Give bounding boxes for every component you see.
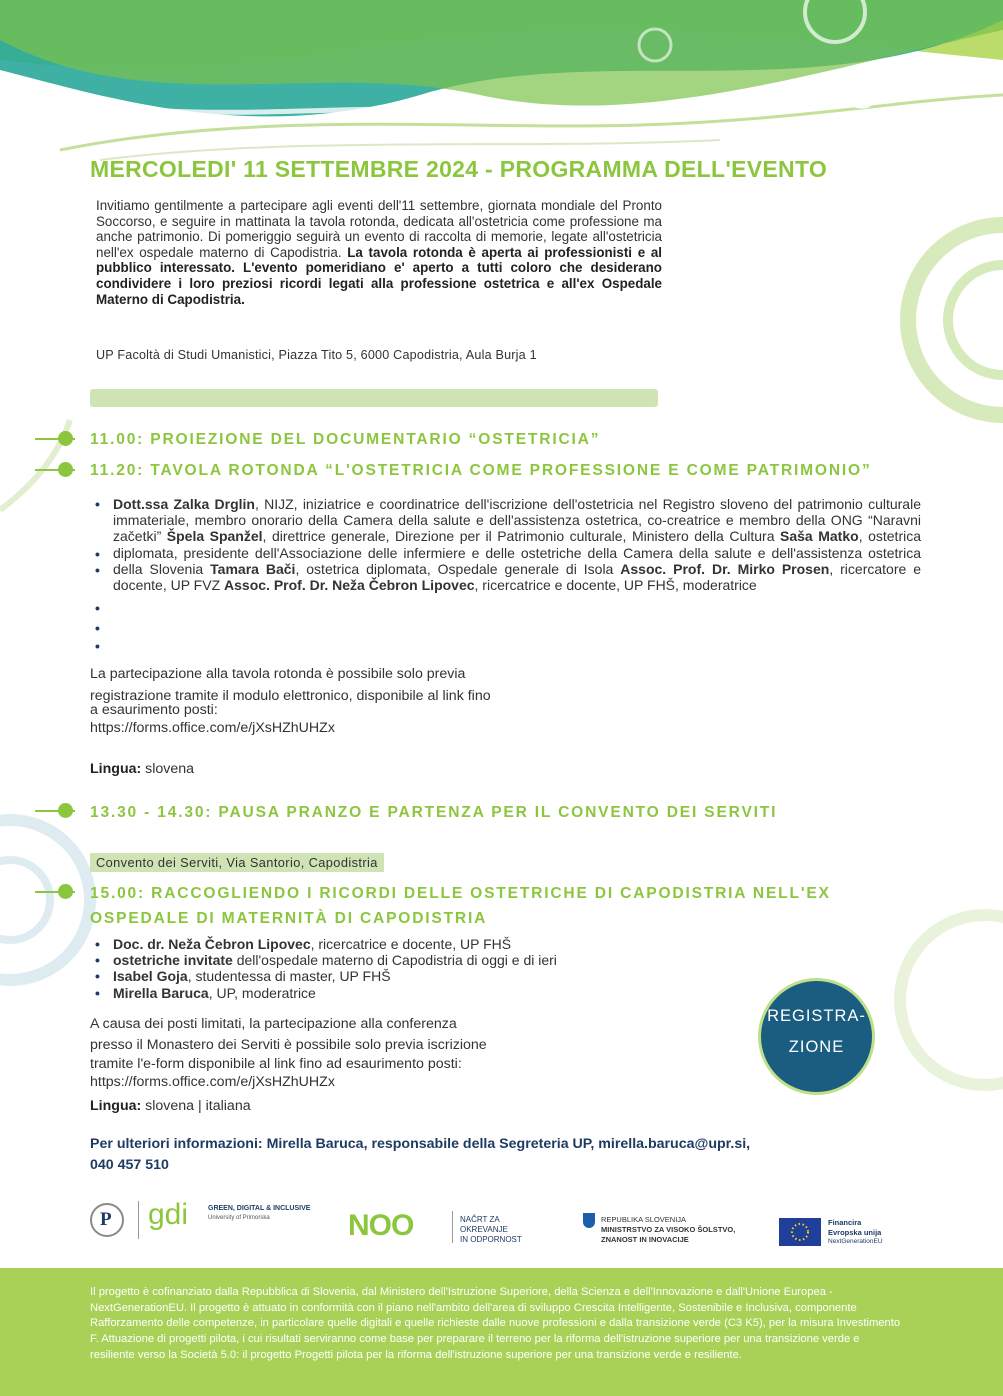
list-item	[93, 968, 733, 984]
speaker-name: Doc. dr. Neža Čebron Lipovec	[113, 936, 311, 952]
section-heading-memories-line1: 15.00: RACCOGLIENDO I RICORDI DELLE OSTETRICHE DI CAPODISTRIA NELL'EX	[90, 885, 831, 902]
list-item	[93, 985, 733, 1001]
registration-button-line2: ZIONE	[788, 1038, 845, 1056]
section-heading-documentary: 11.00: PROIEZIONE DEL DOCUMENTARIO “OSTETRICIA”	[90, 431, 601, 448]
timeline-dot	[58, 462, 73, 477]
eu-line-3: NextGenerationEU	[828, 1238, 883, 1245]
speaker-role: , studentessa di master, UP FHŠ	[187, 968, 391, 985]
eu-line-1: Financira	[828, 1218, 862, 1227]
gdi-subcaption: University of Primorska	[208, 1215, 270, 1221]
ministry-line-3: ZNANOST IN INOVACIJE	[601, 1235, 689, 1244]
timeline-dot	[58, 431, 73, 446]
noo-logo: NOO	[348, 1209, 414, 1242]
memories-registration-line1: A causa dei posti limitati, la partecipazione alla conferenza	[90, 1016, 457, 1032]
page-title: MERCOLEDI' 11 SETTEMBRE 2024 - PROGRAMMA DELL'EVENTO	[90, 156, 828, 182]
language-value: slovena | italiana	[141, 1098, 251, 1114]
round-table-language	[90, 761, 194, 777]
round-table-registration-line2: registrazione tramite il modulo elettronico, disponibile al link fino	[90, 688, 491, 704]
gdi-caption: GREEN, DIGITAL & INCLUSIVE	[208, 1205, 311, 1212]
noo-caption-2: OKREVANJE	[460, 1225, 508, 1234]
round-table-registration-link[interactable]: https://forms.office.com/e/jXsHZhUHZx	[90, 720, 335, 736]
eu-flag-icon	[779, 1218, 821, 1246]
language-label: Lingua:	[90, 1098, 142, 1114]
registration-button[interactable]	[758, 978, 875, 1095]
speaker-name: Tamara Bači	[210, 560, 296, 577]
ministry-line-1: REPUBLIKA SLOVENIJA	[601, 1215, 687, 1224]
section-heading-round-table: 11.20: TAVOLA ROTONDA “L'OSTETRICIA COME PROFESSIONE E COME PATRIMONIO”	[90, 462, 872, 479]
round-table-registration-line3: a esaurimento posti:	[90, 702, 218, 718]
memories-registration-line2: presso il Monastero dei Serviti è possibile solo previa iscrizione	[90, 1037, 487, 1053]
bullet-marker: •	[95, 562, 100, 578]
list-item	[93, 952, 733, 968]
speaker-name: Mirella Baruca	[113, 984, 209, 1001]
intro-bold-text: La tavola rotonda è aperta ai professionisti e al pubblico interessato. L'evento pomeridiano e' aperto a tutti coloro che desiderano condividere i loro preziosi ricordi legati alla professione ostetrica e all'ex Ospedale Materno di Capodistria.	[96, 244, 662, 307]
speaker-role: , ricercatrice e docente, UP FHŠ	[310, 936, 512, 952]
intro-paragraph	[96, 198, 662, 307]
logo-separator	[138, 1201, 139, 1239]
speaker-name: Assoc. Prof. Dr. Mirko Prosen	[620, 560, 830, 577]
contact-info-line2: 040 457 510	[90, 1157, 169, 1173]
section-heading-memories-line2: OSPEDALE DI MATERNITÀ DI CAPODISTRIA	[90, 910, 488, 927]
divider-bar	[90, 389, 658, 407]
noo-separator	[452, 1211, 453, 1243]
intro-text: Invitiamo gentilmente a partecipare agli eventi dell'11 settembre, giornata mondiale del Pronto Soccorso, e seguire in mattinata la tavola rotonda, dedicata all'ostetricia come professione ma anche patrimonio. Di pomeriggio seguirà un evento di raccolta di memorie, legate all'ostetricia nell'ex ospedale materno di Capodistria.	[96, 198, 662, 260]
speaker-role: , NIJZ, iniziatrice e coordinatrice dell'iscrizione dell'ostetricia nel Registro sloveno del patrimonio culturale immateriale, membro onorario della Camera della salute e dell'assistenza ostetrica, co-creatrice e membro della ONG “Naravni začetki”	[113, 496, 921, 545]
speaker-role: dell'ospedale materno di Capodistria di oggi e di ieri	[232, 952, 557, 969]
location-tag: Convento dei Serviti, Via Santorio, Capodistria	[90, 853, 384, 872]
speaker-role: , UP, moderatrice	[208, 984, 316, 1001]
speaker-role: , direttrice generale, Direzione per il Patrimonio culturale, Ministero della Cultura	[262, 528, 781, 545]
eu-line-2: Evropska unija	[828, 1228, 882, 1237]
sponsor-logos	[0, 1195, 1003, 1270]
language-label: Lingua:	[90, 761, 142, 777]
footer-funding-text: Il progetto è cofinanziato dalla Repubblica di Slovenia, dal Ministero dell'Istruzione Superiore, della Scienza e dell'Innovazione e dall'Unione Europea - NextGenerationEU. Il progetto è attuato in conformità con il piano nell'ambito dell'area di sviluppo Crescita Intelligente, Sostenibile e Inclusiva, componente Rafforzamento delle competenze, in particolare quelle digitali e quelle richieste dalle nuove professioni e dalla transizione verde (C3 K5), per la misura Investimento F. Attuazione di progetti pilota, i cui risultati serviranno come base per preparare il terreno per la riforma dell'istruzione superiore per una transizione verde e resiliente verso la Società 5.0: il progetto Progetti pilota per la riforma dell'istruzione superiore per una transizione verde e resiliente.	[90, 1286, 901, 1361]
timeline-dot	[58, 803, 73, 818]
memories-language	[90, 1098, 251, 1114]
bullet-marker: •	[95, 600, 100, 616]
list-item	[93, 496, 921, 593]
memories-registration-line3: tramite l'e-form disponibile al link fino ad esaurimento posti:	[90, 1056, 462, 1072]
round-table-registration-line1: La partecipazione alla tavola rotonda è possibile solo previa	[90, 666, 466, 682]
speaker-name: Dott.ssa Zalka Drglin	[113, 496, 255, 512]
speaker-role: , ostetrica diplomata, Ospedale generale di Isola	[295, 560, 621, 577]
speaker-name: Assoc. Prof. Dr. Neža Čebron Lipovec	[224, 577, 475, 594]
contact-info-line1: Per ulteriori informazioni: Mirella Baruca, responsabile della Segreteria UP, mirella.baruca@upr.si,	[90, 1136, 751, 1152]
bullet-marker: •	[95, 620, 100, 636]
language-value: slovena	[141, 761, 195, 777]
university-seal-logo: P	[90, 1203, 124, 1237]
speaker-name: Isabel Goja	[113, 968, 188, 985]
venue-address: UP Facoltà di Studi Umanistici, Piazza Tito 5, 6000 Capodistria, Aula Burja 1	[96, 348, 537, 362]
section-heading-lunch: 13.30 - 14.30: PAUSA PRANZO E PARTENZA PER IL CONVENTO DEI SERVITI	[90, 804, 778, 821]
ministry-line-2: MINISTRSTVO ZA VISOKO ŠOLSTVO,	[601, 1225, 736, 1234]
memories-speakers-list	[93, 936, 733, 1001]
bullet-marker: •	[95, 638, 100, 654]
noo-caption-3: IN ODPORNOST	[460, 1235, 522, 1244]
round-table-speakers-list	[93, 496, 921, 593]
timeline-dot	[58, 884, 73, 899]
speaker-role: , ricercatore e docente, UP FVZ	[113, 560, 921, 594]
speaker-name: ostetriche invitate	[113, 952, 233, 969]
registration-button-line1: REGISTRA-	[767, 1007, 866, 1025]
slovenia-crest-icon	[583, 1213, 595, 1228]
gdi-logo: gdi	[848, 52, 927, 110]
gdi-small-logo: gdi	[148, 1198, 189, 1231]
list-item	[93, 936, 733, 952]
noo-caption-1: NAČRT ZA	[460, 1215, 500, 1224]
speaker-role: , ostetrica diplomata, presidente dell'Associazione delle infermiere e delle ostetriche della Camera della salute e dell'assistenza ostetrica della Slovenia	[113, 528, 922, 577]
speaker-role: , ricercatrice e docente, UP FHŠ, moderatrice	[474, 577, 757, 594]
speaker-name: Špela Spanžel	[166, 528, 263, 545]
speaker-name: Saša Matko	[780, 528, 859, 545]
memories-registration-link[interactable]: https://forms.office.com/e/jXsHZhUHZx	[90, 1074, 335, 1090]
bullet-marker: •	[95, 546, 100, 562]
